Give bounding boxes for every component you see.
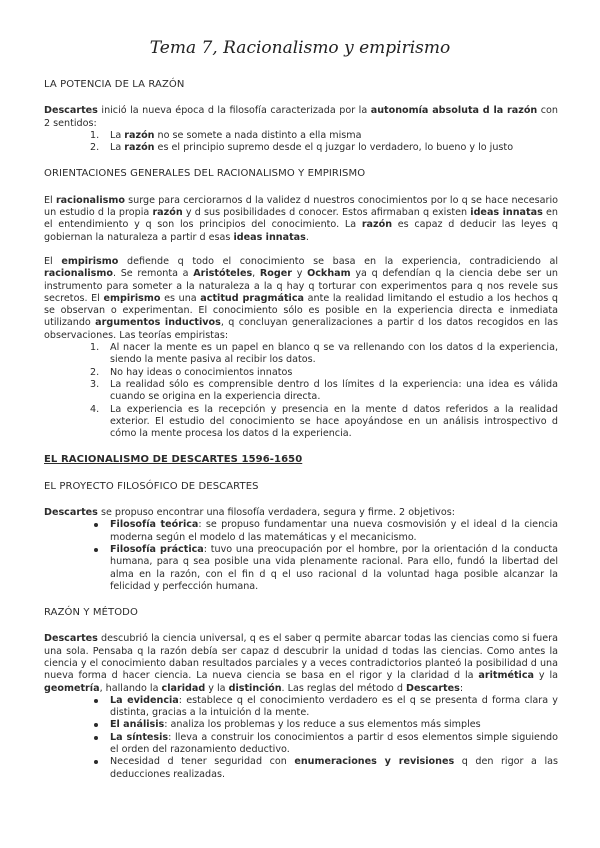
bullet-icon (94, 760, 98, 764)
bullet-list-reglas-metodo (44, 695, 558, 781)
numbered-list-teorias-empiristas (44, 342, 558, 440)
list-item: 1. Al nacer la mente es un papel en blanco q se va rellenando con los datos d la experiencia, siendo la mente pasiva al recibir los datos. (90, 342, 558, 366)
list-item: El análisis: analiza los problemas y los reduce a sus elementos más simples (44, 719, 558, 731)
list-item: 3. La realidad sólo es comprensible dentro d los límites d la experiencia: una idea es válida cuando se origina en la experiencia directa. (90, 378, 558, 403)
bullet-icon (94, 699, 98, 703)
bullet-list-objetivos (44, 519, 558, 593)
paragraph-descartes-intro: Descartes inició la nueva época d la filosofía caracterizada por la autonomía absoluta d la razón con 2 sentidos: (44, 105, 558, 129)
bullet-icon (94, 723, 98, 727)
list-item: 2. La razón es el principio supremo desde el q juzgar lo verdadero, lo bueno y lo justo (90, 142, 514, 154)
list-item: La síntesis: lleva a construir los conocimientos a partir d esos elementos simple siguiendo el orden del razonamiento deductivo. (44, 732, 558, 757)
paragraph-objetivos: Descartes se propuso encontrar una filosofía verdadera, segura y firme. 2 objetivos: (44, 507, 455, 519)
page-title: Tema 7, Racionalismo y empirismo (149, 38, 451, 58)
list-item: 2. No hay ideas o conocimientos innatos (90, 366, 293, 378)
list-item: Filosofía teórica: se propuso fundamentar una nueva cosmovisión y el ideal d la ciencia moderna según el modelo d las matemáticas y el mecanicismo. (44, 519, 558, 544)
section-heading-racionalismo-descartes: EL RACIONALISMO DE DESCARTES 1596-1650 (44, 454, 303, 466)
section-heading-orientaciones: ORIENTACIONES GENERALES DEL RACIONALISMO Y EMPIRISMO (44, 168, 366, 180)
list-item: Filosofía práctica: tuvo una preocupación por el hombre, por la orientación d la conducta humana, para q sea posible una vida plenamente racional. Para ello, fundó la libertad del alma en la razón, con el fin d q el uso racional d la voluntad haga posible alcanzar la felicidad y perfección humana. (44, 544, 558, 593)
bullet-icon (94, 523, 98, 527)
document-body (44, 79, 558, 781)
bullet-icon (94, 548, 98, 552)
subheading-proyecto-filosofico: EL PROYECTO FILOSÓFICO DE DESCARTES (44, 480, 259, 492)
list-item: Necesidad d tener seguridad con enumeraciones y revisiones q den rigor a las deducciones realizadas. (44, 756, 558, 781)
numbered-list-sentidos (44, 130, 558, 155)
bullet-icon (94, 736, 98, 740)
paragraph-ciencia-universal: Descartes descubrió la ciencia universal, q es el saber q permite abarcar todas las ciencias como si fuera una sola. Pensaba q la razón debía ser capaz d descubrir la unidad d todas las ciencias. Como antes la ciencia y el conocimiento daban resultados parciales y a veces contradictorios planteó la posibilidad d una nueva forma d hacer ciencia. La nueva ciencia se basa en el rigor y la claridad d la aritmética y la geometría, hallando la claridad y la distinción. Las reglas del método d Descartes: (44, 633, 558, 694)
list-item: 4. La experiencia es la recepción y presencia en la mente d datos referidos a la realidad exterior. El estudio del conocimiento se hace apoyándose en un análisis introspectivo d cómo la mente procesa los datos d la experiencia. (90, 403, 558, 440)
section-heading-potencia: LA POTENCIA DE LA RAZÓN (44, 79, 185, 90)
list-item: La evidencia: establece q el conocimiento verdadero es el q se presenta d forma clara y distinta, gracias a la intuición d la mente. (44, 695, 558, 720)
paragraph-empirismo: El empirismo defiende q todo el conocimiento se basa en la experiencia, contradiciendo al racionalismo. Se remonta a Aristóteles, Roger y Ockham ya q defendían q la ciencia debe ser un instrumento para someter a la naturaleza a la q hay q torturar con experimentos para q nos revele sus secretos. El empirismo es una actitud pragmática ante la realidad limitando el estudio a los hechos q se observan o experimentan. El conocimiento sólo es posible en la experiencia directa e inmediata utilizando argumentos inductivos, q concluyan generalizaciones a partir d los datos recogidos en las observaciones. Las teorías empiristas: (44, 255, 558, 341)
list-item: 1. La razón no se somete a nada distinto a ella misma (90, 129, 362, 141)
paragraph-racionalismo: El racionalismo surge para cerciorarnos d la validez d nuestros conocimientos por lo q se hace necesario un estudio d la propia razón y d sus posibilidades d conocer. Estos afirmaban q existen ideas innatas en el entendimiento y q son los principios del conocimiento. La razón es capaz d deducir las leyes q gobiernan la naturaleza a partir d esas ideas innatas. (44, 194, 558, 243)
section-heading-razon-metodo: RAZÓN Y MÉTODO (44, 607, 138, 619)
